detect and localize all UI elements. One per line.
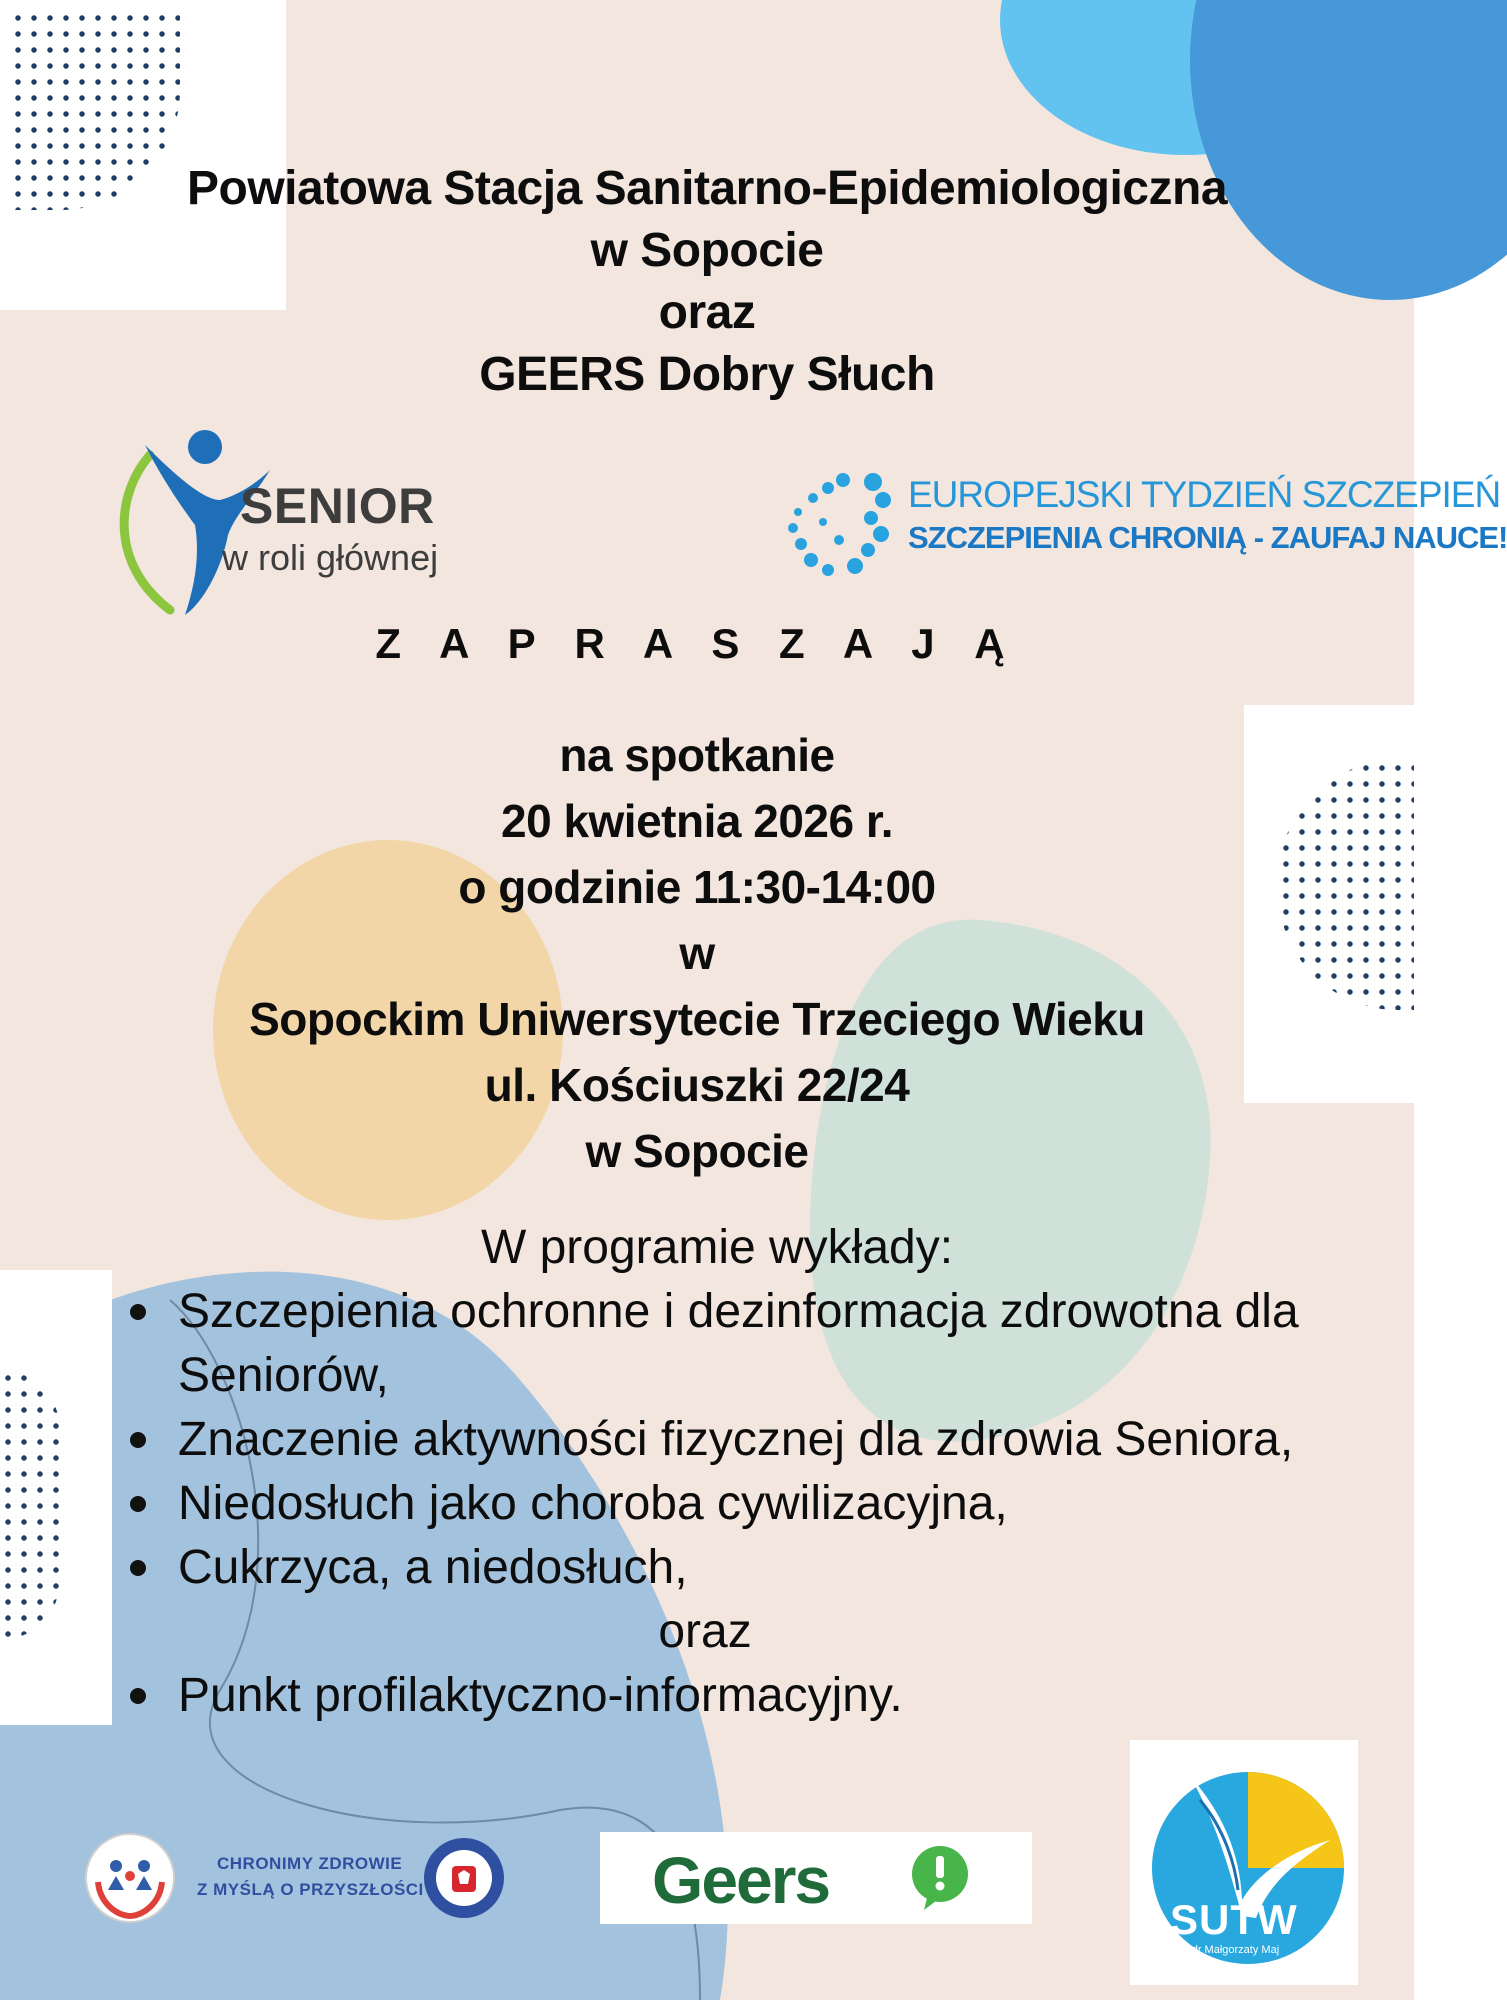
senior-logo-subtitle: w roli głównej <box>222 537 439 578</box>
geers-wordmark: Geers <box>652 1843 830 1917</box>
heading-line-4: GEERS Dobry Słuch <box>479 348 935 401</box>
meeting-address: ul. Kościuszki 22/24 <box>484 1059 910 1111</box>
program-list <box>130 1280 1360 1728</box>
program-item <box>130 1472 1360 1536</box>
meeting-venue: Sopockim Uniwersytecie Trzeciego Wieku <box>249 993 1145 1045</box>
bullet-icon <box>130 1560 146 1576</box>
senior-logo-title: SENIOR <box>240 478 435 534</box>
program-item-text: Znaczenie aktywności fizycznej dla zdrowia Seniora, <box>178 1413 1294 1466</box>
chronimy-line-1: CHRONIMY ZDROWIE <box>217 1854 403 1873</box>
zapraszaja-heading: Z A P R A S Z A J Ą <box>375 620 1019 667</box>
program-item <box>130 1408 1360 1472</box>
ets-title: EUROPEJSKI TYDZIEŃ SZCZEPIEŃ <box>908 474 1501 515</box>
bullet-icon <box>130 1688 146 1704</box>
bullet-icon <box>130 1304 146 1320</box>
family-hands-icon <box>82 1830 178 1926</box>
heading-line-1: Powiatowa Stacja Sanitarno-Epidemiologiczna <box>186 162 1228 215</box>
meeting-details <box>0 722 1404 1184</box>
sutw-wordmark: SUTW <box>1170 1896 1298 1943</box>
heading-line-2: w Sopocie <box>590 224 824 277</box>
organizers-heading <box>0 158 1414 406</box>
senior-logo <box>110 425 470 620</box>
program-item <box>130 1664 1360 1728</box>
molecule-icon <box>783 470 898 585</box>
meeting-line-w: w <box>679 927 715 979</box>
chronimy-line-2: Z MYŚLĄ O PRZYSZŁOŚCI <box>197 1880 424 1899</box>
bullet-icon <box>130 1432 146 1448</box>
program-item-text: Punkt profilaktyczno-informacyjny. <box>178 1669 903 1722</box>
bullet-icon <box>130 1496 146 1512</box>
geers-exclamation-icon <box>910 1844 972 1916</box>
meeting-city: w Sopocie <box>585 1125 809 1177</box>
geers-logo <box>600 1832 1032 1924</box>
chronimy-zdrowie-logo <box>82 1830 512 1930</box>
program-oraz: oraz <box>658 1605 752 1658</box>
sanitary-inspection-emblem <box>422 1836 506 1920</box>
european-vaccination-week-logo <box>783 470 1507 585</box>
ets-slogan: SZCZEPIENIA CHRONIĄ - ZAUFAJ NAUCE! <box>908 520 1507 555</box>
sutw-logo <box>1130 1740 1358 1985</box>
program-title: W programie wykłady: <box>480 1221 954 1274</box>
program-item <box>130 1280 1360 1408</box>
heading-line-3: oraz <box>658 286 756 339</box>
dots-left <box>0 1370 60 1640</box>
program-item-text: Niedosłuch jako choroba cywilizacyjna, <box>178 1477 1008 1530</box>
program-item-text: Szczepienia ochronne i dezinformacja zdrowotna dla Seniorów, <box>178 1285 1299 1402</box>
meeting-date: 20 kwietnia 2026 r. <box>501 795 893 847</box>
sutw-subtitle: im. dr Małgorzaty Maj <box>1174 1944 1280 1956</box>
meeting-line-1: na spotkanie <box>559 729 835 781</box>
meeting-time: o godzinie 11:30-14:00 <box>458 861 936 913</box>
program-item-text: Cukrzyca, a niedosłuch, <box>178 1541 688 1594</box>
program-item <box>130 1536 1360 1600</box>
